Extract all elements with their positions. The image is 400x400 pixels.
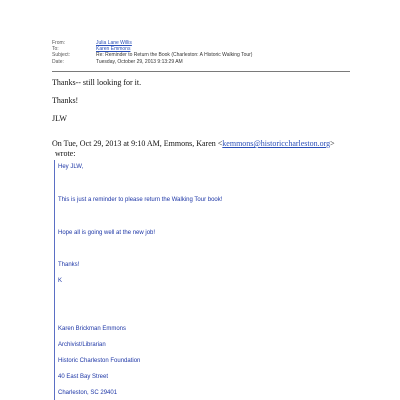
date-label: Date: (52, 58, 64, 65)
from-value-link[interactable]: Julia Lane Willis (96, 40, 132, 46)
header-date-row (52, 59, 350, 65)
quoted-intro-wrote: wrote: (55, 149, 76, 158)
signature-org: Historic Charleston Foundation (58, 358, 141, 364)
date-value: Tuesday, October 29, 2013 9:13:29 AM (96, 58, 183, 65)
quoted-intro-email-link[interactable]: kemmons@historiccharleston.org (222, 139, 331, 148)
subject-value: Re: Reminder to Return the Book (Charleston: A Historic Walking Tour) (96, 52, 253, 59)
to-value-link[interactable]: Karen Emmons (96, 46, 131, 53)
to-label: To: (52, 46, 59, 53)
email-header (52, 40, 350, 65)
signature-name: Karen Brickman Emmons (58, 326, 127, 332)
signature-title: Archivist/Librarian (58, 342, 106, 348)
subject-label: Subject: (52, 52, 71, 59)
quoted-initial: K (58, 278, 63, 284)
quoted-thanks: Thanks! (58, 262, 80, 268)
quoted-intro-prefix: On Tue, Oct 29, 2013 at 9:10 AM, Emmons, Karen < (52, 139, 223, 148)
quoted-greeting: Hey JLW, (58, 164, 84, 170)
reply-signature: JLW (52, 114, 67, 123)
reply-line-2: Thanks! (52, 96, 79, 105)
quoted-intro-suffix: > (330, 139, 335, 148)
quoted-reminder: This is just a reminder to please return the Walking Tour book! (58, 197, 223, 203)
quoted-hope: Hope all is going well at the new job! (58, 230, 156, 236)
signature-city: Charleston, SC 29401 (58, 390, 118, 396)
header-divider (52, 71, 350, 72)
reply-line-1: Thanks-- still looking for it. (52, 78, 142, 87)
signature-street: 40 East Bay Street (58, 374, 109, 380)
from-label: From: (52, 40, 66, 46)
quote-bar (54, 160, 55, 400)
quoted-intro (52, 139, 352, 159)
